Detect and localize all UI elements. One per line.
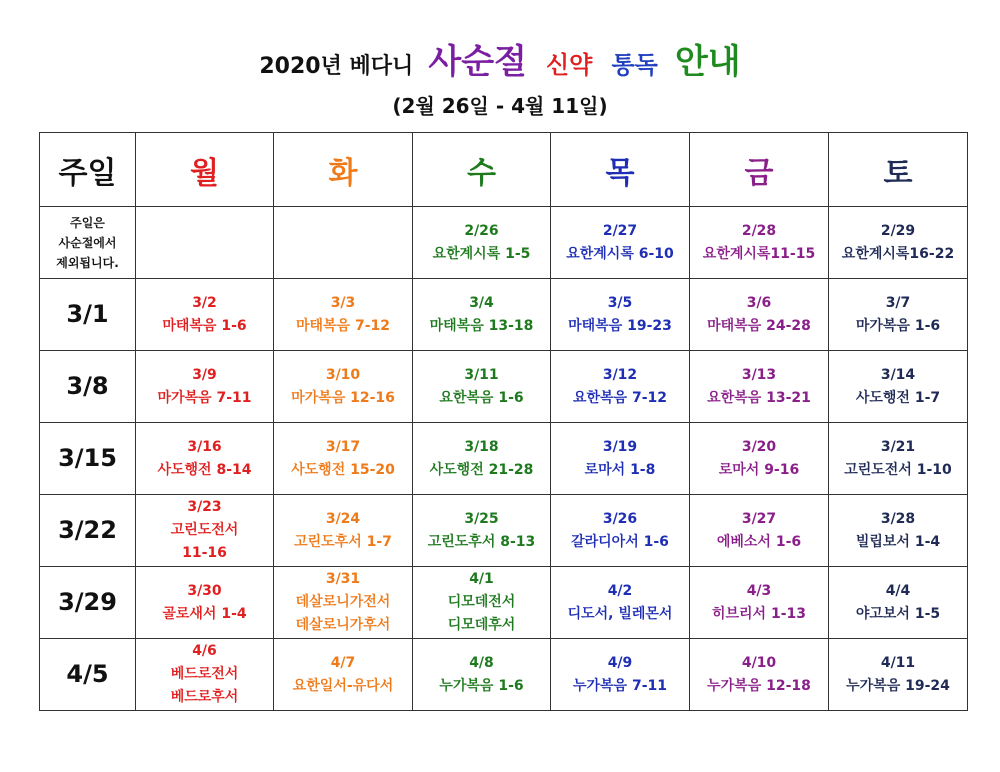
reading-date: 3/20 xyxy=(741,438,777,455)
reading-cell-thu xyxy=(551,279,690,351)
reading-cell-wed xyxy=(413,495,551,567)
reading-date: 3/27 xyxy=(741,510,777,527)
reading-passage: 11-16 xyxy=(182,545,227,561)
reading-cell-mon xyxy=(136,639,274,711)
reading-date: 3/16 xyxy=(187,438,222,455)
reading-passage: 디도서, 빌레몬서 xyxy=(567,605,673,622)
reading-cell-wed xyxy=(413,207,551,279)
week-row xyxy=(40,279,968,351)
reading-cell-tue xyxy=(274,495,413,567)
title-word-new-testament: 신약 xyxy=(546,51,593,79)
sunday-date: 3/22 xyxy=(58,516,117,544)
sunday-date: 3/1 xyxy=(66,300,109,328)
reading-passage: 마가복음 1-6 xyxy=(855,317,941,334)
header-saturday: 토 xyxy=(829,133,968,207)
reading-cell-tue xyxy=(274,279,413,351)
reading-date: 4/3 xyxy=(746,582,772,599)
reading-passage: 로마서 1-8 xyxy=(584,461,656,478)
reading-passage: 요한복음 7-12 xyxy=(572,389,667,406)
reading-passage: 갈라디아서 1-6 xyxy=(571,533,669,550)
reading-cell-fri xyxy=(690,351,829,423)
reading-cell-tue xyxy=(274,351,413,423)
reading-date: 3/25 xyxy=(464,510,499,527)
reading-cell-mon xyxy=(136,423,274,495)
reading-cell-fri xyxy=(690,207,829,279)
week-row xyxy=(40,639,968,711)
reading-cell-wed xyxy=(413,639,551,711)
reading-cell-thu xyxy=(551,207,690,279)
reading-passage: 마태복음 13-18 xyxy=(429,317,534,334)
sunday-date-cell xyxy=(40,639,136,711)
reading-date: 3/18 xyxy=(464,438,499,455)
reading-date: 3/11 xyxy=(464,366,499,383)
title-word-guide: 안내 xyxy=(674,42,741,82)
sunday-date: 3/15 xyxy=(58,444,117,472)
reading-passage: 사도행전 21-28 xyxy=(429,461,534,478)
reading-cell-wed xyxy=(413,567,551,639)
reading-date: 4/6 xyxy=(192,643,217,659)
reading-date: 3/31 xyxy=(325,571,361,587)
week-row xyxy=(40,351,968,423)
reading-passage: 마태복음 7-12 xyxy=(295,317,390,334)
reading-date: 3/12 xyxy=(602,366,638,383)
reading-cell-sat xyxy=(829,207,968,279)
header-sunday: 주일 xyxy=(40,133,136,207)
reading-passage: 누가복음 12-18 xyxy=(707,677,811,694)
reading-date: 3/21 xyxy=(880,438,916,455)
reading-passage: 디모데후서 xyxy=(447,617,516,633)
reading-cell-sat xyxy=(829,639,968,711)
week-row xyxy=(40,567,968,639)
sunday-date: 3/29 xyxy=(58,588,117,616)
reading-cell-mon xyxy=(136,567,274,639)
reading-date: 4/8 xyxy=(469,654,494,671)
sunday-note-line: 주일은 xyxy=(70,215,105,230)
reading-cell-sat xyxy=(829,495,968,567)
page-title xyxy=(0,34,1000,83)
reading-passage: 데살로니가후서 xyxy=(295,617,391,633)
reading-date: 3/23 xyxy=(187,499,222,515)
reading-date: 3/28 xyxy=(880,510,916,527)
reading-cell-fri xyxy=(690,567,829,639)
reading-cell-sat xyxy=(829,567,968,639)
sunday-note-cell xyxy=(40,207,136,279)
reading-passage: 에베소서 1-6 xyxy=(716,533,802,550)
reading-passage: 사도행전 8-14 xyxy=(157,461,252,478)
header-tuesday: 화 xyxy=(274,133,413,207)
reading-date: 2/29 xyxy=(880,222,916,239)
reading-passage: 빌립보서 1-4 xyxy=(855,533,941,550)
reading-passage: 마가복음 12-16 xyxy=(291,389,395,406)
sunday-date-cell xyxy=(40,567,136,639)
reading-date: 3/4 xyxy=(469,294,494,311)
reading-cell-thu xyxy=(551,351,690,423)
sunday-date: 4/5 xyxy=(66,660,109,688)
reading-passage: 요한복음 13-21 xyxy=(707,389,811,406)
reading-passage: 야고보서 1-5 xyxy=(855,605,941,622)
reading-date: 4/11 xyxy=(880,654,916,671)
reading-date: 3/13 xyxy=(741,366,777,383)
reading-cell-mon xyxy=(136,207,274,279)
reading-passage: 누가복음 7-11 xyxy=(572,677,667,694)
sunday-date: 3/8 xyxy=(66,372,109,400)
reading-date: 4/2 xyxy=(607,582,633,599)
reading-date: 3/17 xyxy=(325,438,361,455)
header-row xyxy=(40,133,968,207)
reading-cell-sat xyxy=(829,279,968,351)
reading-date: 3/24 xyxy=(325,510,361,527)
reading-passage: 사도행전 1-7 xyxy=(855,389,941,406)
sunday-date-cell xyxy=(40,279,136,351)
reading-passage: 누가복음 1-6 xyxy=(439,677,524,694)
reading-cell-fri xyxy=(690,495,829,567)
reading-cell-mon xyxy=(136,495,274,567)
reading-date: 3/5 xyxy=(607,294,633,311)
reading-passage: 로마서 9-16 xyxy=(718,461,800,478)
title-word-reading: 통독 xyxy=(611,51,658,79)
reading-passage: 요한복음 1-6 xyxy=(439,389,524,406)
reading-date: 4/4 xyxy=(885,582,911,599)
reading-passage: 마태복음 1-6 xyxy=(162,317,247,334)
header-friday: 금 xyxy=(690,133,829,207)
reading-date: 2/26 xyxy=(464,222,499,239)
reading-cell-tue xyxy=(274,639,413,711)
sunday-note-line: 사순절에서 xyxy=(58,235,117,250)
reading-passage: 요한계시록11-15 xyxy=(702,245,816,262)
header-thursday: 목 xyxy=(551,133,690,207)
reading-passage: 마태복음 19-23 xyxy=(568,317,672,334)
sunday-date-cell xyxy=(40,495,136,567)
reading-cell-mon xyxy=(136,351,274,423)
reading-cell-mon xyxy=(136,279,274,351)
sunday-date-cell xyxy=(40,351,136,423)
title-prefix: 2020년 베다니 xyxy=(259,54,414,79)
reading-cell-sat xyxy=(829,423,968,495)
reading-cell-tue xyxy=(274,423,413,495)
reading-cell-thu xyxy=(551,567,690,639)
date-range-subtitle: (2월 26일 - 4월 11일) xyxy=(392,94,608,118)
reading-cell-thu xyxy=(551,639,690,711)
sunday-date-cell xyxy=(40,423,136,495)
title-word-lent: 사순절 xyxy=(428,42,527,82)
reading-passage: 디모데전서 xyxy=(447,594,516,610)
reading-date: 3/7 xyxy=(885,294,911,311)
reading-cell-wed xyxy=(413,351,551,423)
reading-date: 3/14 xyxy=(880,366,916,383)
reading-passage: 사도행전 15-20 xyxy=(291,461,395,478)
week-row xyxy=(40,423,968,495)
reading-passage: 히브리서 1-13 xyxy=(711,605,806,622)
reading-passage: 마태복음 24-28 xyxy=(707,317,811,334)
reading-date: 4/9 xyxy=(607,654,633,671)
reading-date: 4/7 xyxy=(330,654,356,671)
reading-passage: 베드로후서 xyxy=(170,689,239,705)
reading-passage: 누가복음 19-24 xyxy=(846,677,950,694)
reading-cell-tue xyxy=(274,567,413,639)
reading-passage: 마가복음 7-11 xyxy=(157,389,252,406)
week-row xyxy=(40,495,968,567)
reading-passage: 고린도후서 8-13 xyxy=(427,533,536,550)
week-row xyxy=(40,207,968,279)
reading-date: 3/2 xyxy=(192,294,217,311)
reading-passage: 요한일서-유다서 xyxy=(292,677,394,694)
reading-date: 3/30 xyxy=(187,582,222,599)
reading-date: 3/6 xyxy=(746,294,772,311)
reading-passage: 데살로니가전서 xyxy=(295,594,391,610)
reading-passage: 베드로전서 xyxy=(170,666,239,682)
reading-cell-thu xyxy=(551,423,690,495)
reading-date: 3/19 xyxy=(602,438,638,455)
sunday-note-line: 제외됩니다. xyxy=(56,255,119,270)
reading-passage: 골로새서 1-4 xyxy=(162,605,247,622)
reading-date: 4/10 xyxy=(741,654,777,671)
reading-date: 2/27 xyxy=(602,222,638,239)
header-wednesday: 수 xyxy=(413,133,551,207)
reading-cell-fri xyxy=(690,639,829,711)
reading-date: 3/9 xyxy=(192,366,217,383)
reading-cell-wed xyxy=(413,423,551,495)
reading-passage: 고린도전서 xyxy=(170,522,239,538)
reading-passage: 고린도후서 1-7 xyxy=(294,533,392,550)
reading-date: 3/26 xyxy=(602,510,638,527)
reading-date: 3/10 xyxy=(325,366,361,383)
reading-date: 3/3 xyxy=(330,294,356,311)
reading-schedule-table xyxy=(39,132,968,711)
reading-cell-tue xyxy=(274,207,413,279)
header-monday: 월 xyxy=(136,133,274,207)
reading-passage: 고린도전서 1-10 xyxy=(844,461,952,478)
reading-date: 2/28 xyxy=(741,222,777,239)
reading-cell-sat xyxy=(829,351,968,423)
reading-cell-fri xyxy=(690,279,829,351)
reading-cell-wed xyxy=(413,279,551,351)
reading-passage: 요한계시록 6-10 xyxy=(566,245,674,262)
reading-date: 4/1 xyxy=(469,571,494,587)
reading-cell-thu xyxy=(551,495,690,567)
reading-passage: 요한계시록 1-5 xyxy=(432,245,531,262)
reading-cell-fri xyxy=(690,423,829,495)
reading-passage: 요한계시록16-22 xyxy=(841,245,955,262)
